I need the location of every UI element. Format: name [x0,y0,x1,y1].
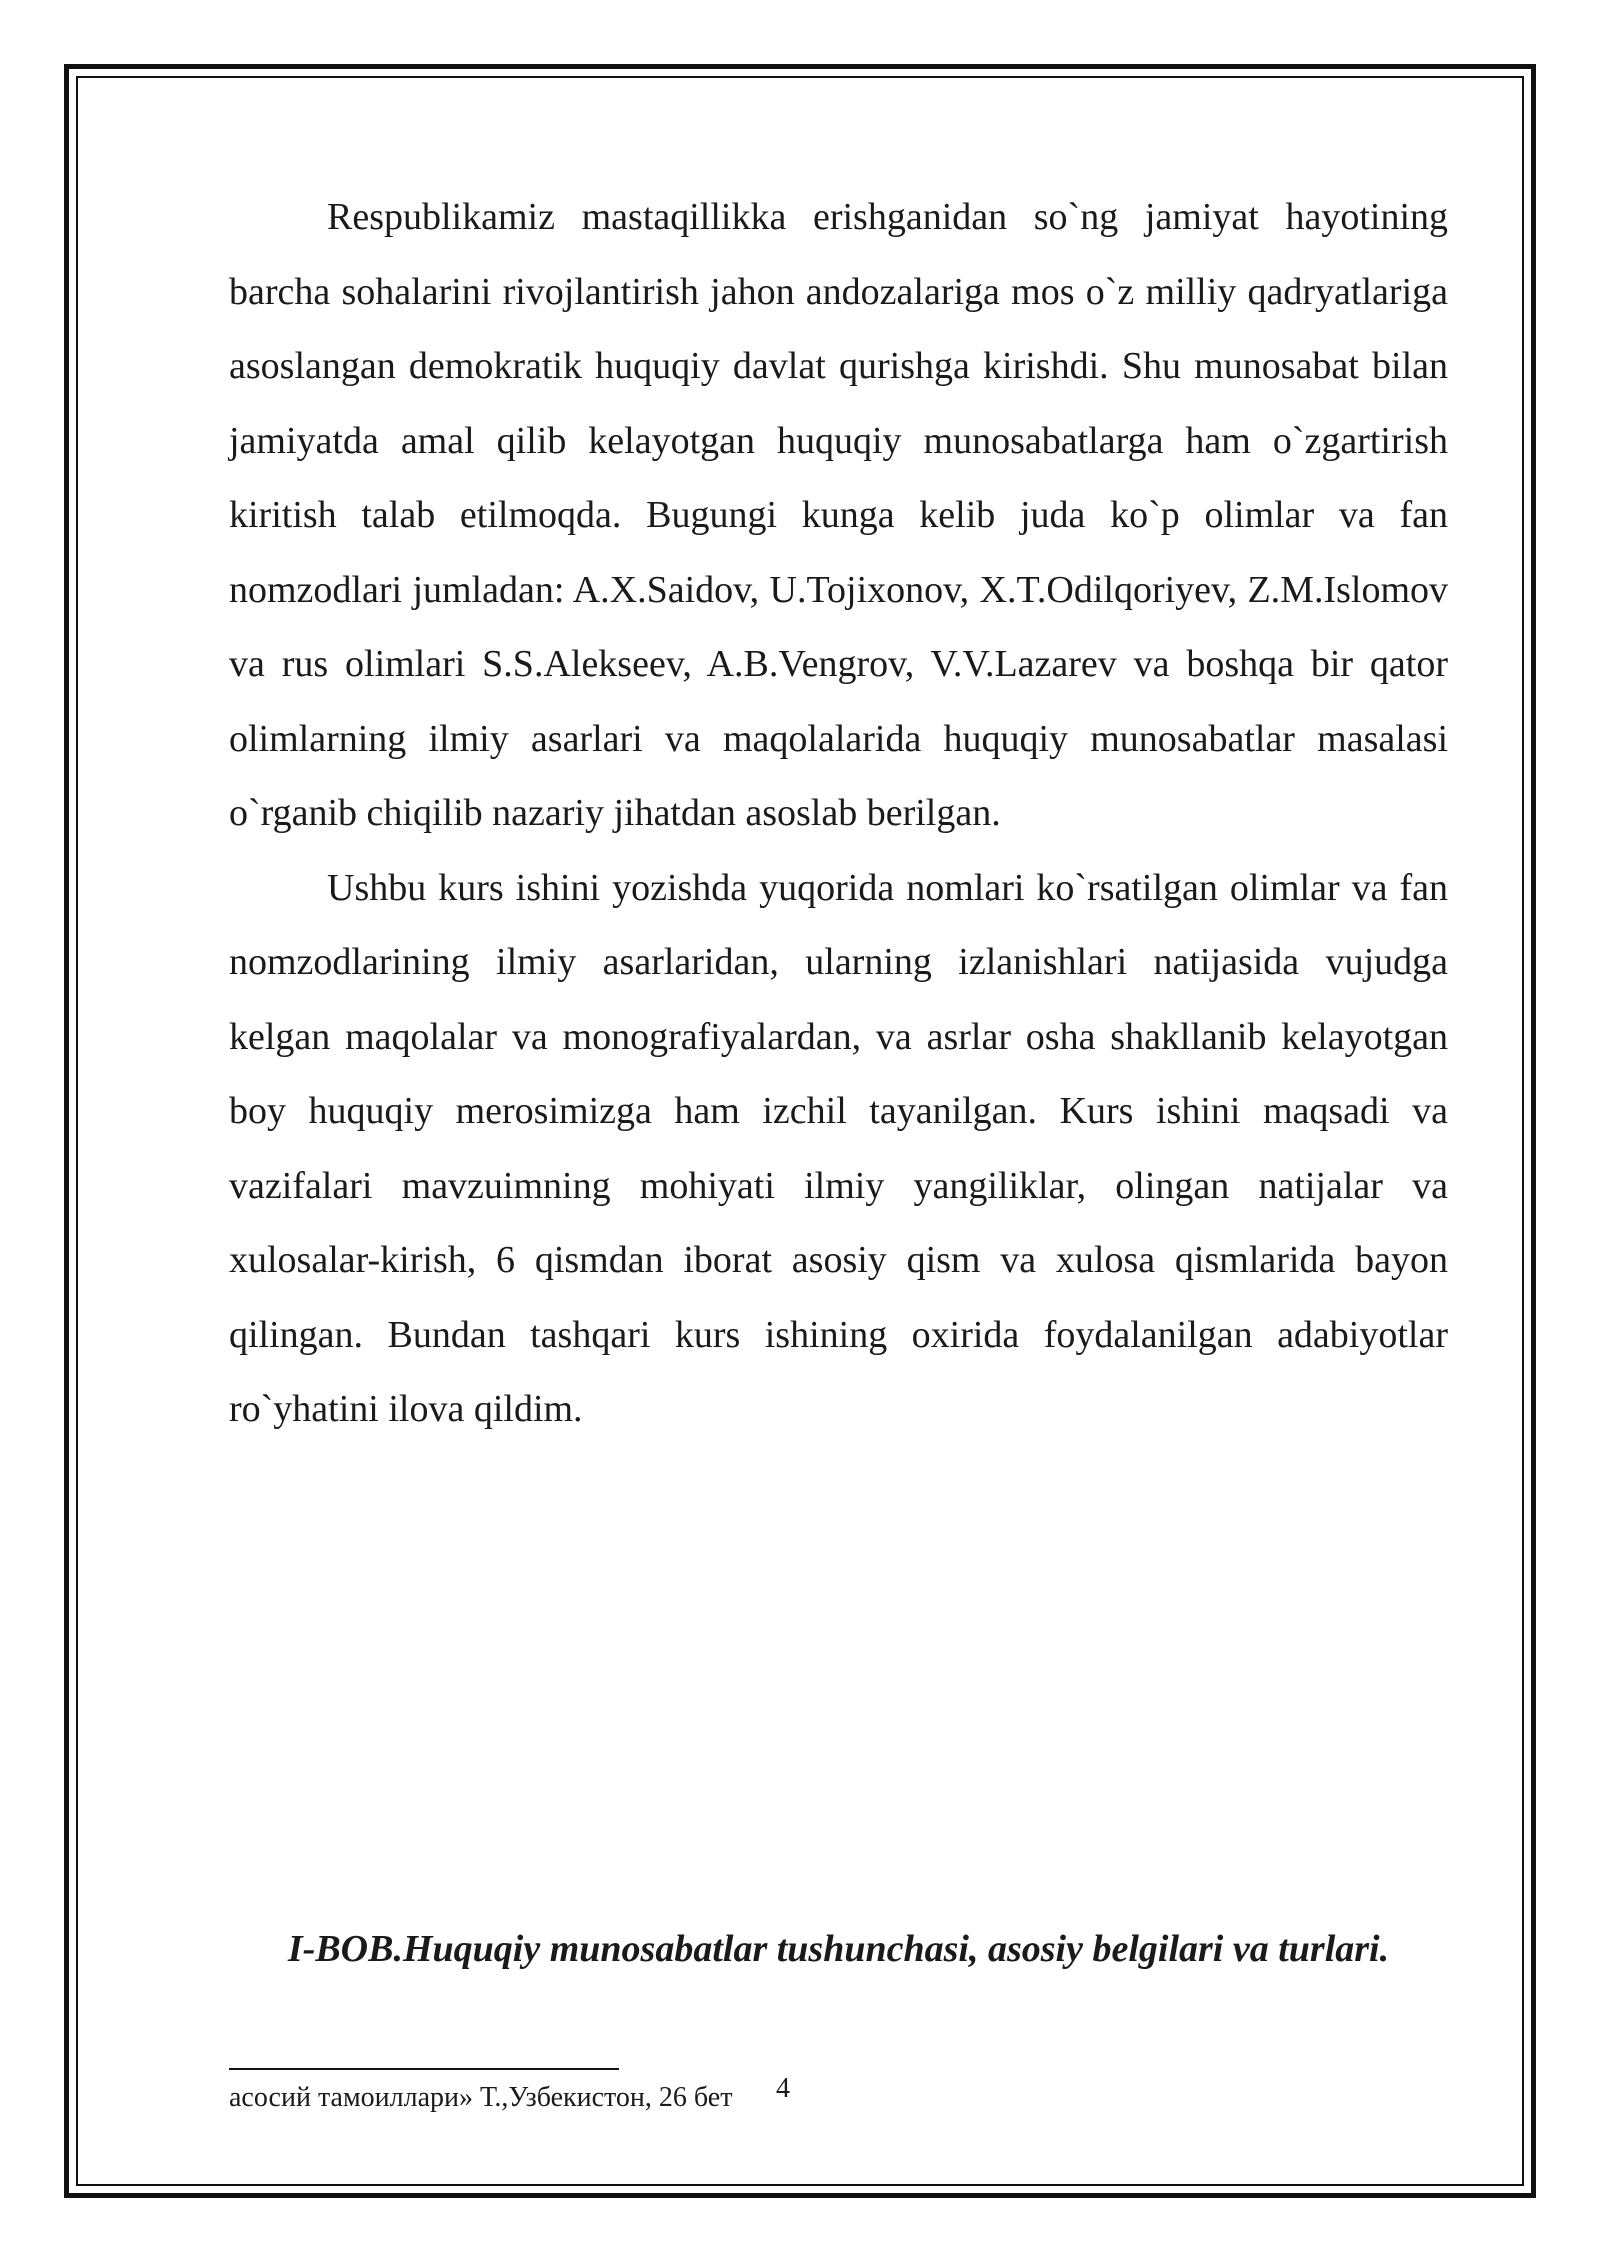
footnote-text: асосий тамоиллари» Т.,Узбекистон, 26 бет [229,2082,733,2113]
paragraph-2: Ushbu kurs ishini yozishda yuqorida nomlari ko`rsatilgan olimlar va fan nomzodlarining ilmiy asarlaridan, ularning izlanishlari natijasida vujudga kelgan maqolalar va monografiyalardan, va asrlar osha shakllanib kelayotgan boy huquqiy merosimizga ham izchil tayanilgan. Kurs ishini maqsadi va vazifalari mavzuimning mohiyati ilmiy yangiliklar, olingan natijalar va xulosalar-kirish, 6 qismdan iborat asosiy qism va xulosa qismlarida bayon qilingan. Bundan tashqari kurs ishining oxirida foydalanilgan adabiyotlar ro`yhatini ilova qildim. [229,866,1448,1430]
chapter-heading: I-BOB.Huquqiy munosabatlar tushunchasi, asosiy belgilari va turlari. [287,1928,1390,1970]
footnote-separator [229,2068,619,2070]
paragraph-1: Respublikamiz mastaqillikka erishganidan so`ng jamiyat hayotining barcha sohalarini rivojlantirish jahon andozalariga mos o`z milliy qadryatlariga asoslangan demokratik huquqiy davlat qurishga kirishdi. Shu munosabat bilan jamiyatda amal qilib kelayotgan huquqiy munosabatlarga ham o`zgartirish kiritish talab etilmoqda. Bugungi kunga kelib juda ko`p olimlar va fan nomzodlari jumladan: A.X.Saidov, U.Tojixonov, X.T.Odilqoriyev, Z.M.Islomov va rus olimlari S.S.Alekseev, A.B.Vengrov, V.V.Lazarev va boshqa bir qator olimlarning ilmiy asarlari va maqolalarida huquqiy munosabatlar masalasi o`rganib chiqilib nazariy jihatdan asoslab berilgan. [229,196,1448,834]
body-text [229,180,1448,1447]
page-number: 4 [776,2073,790,2104]
